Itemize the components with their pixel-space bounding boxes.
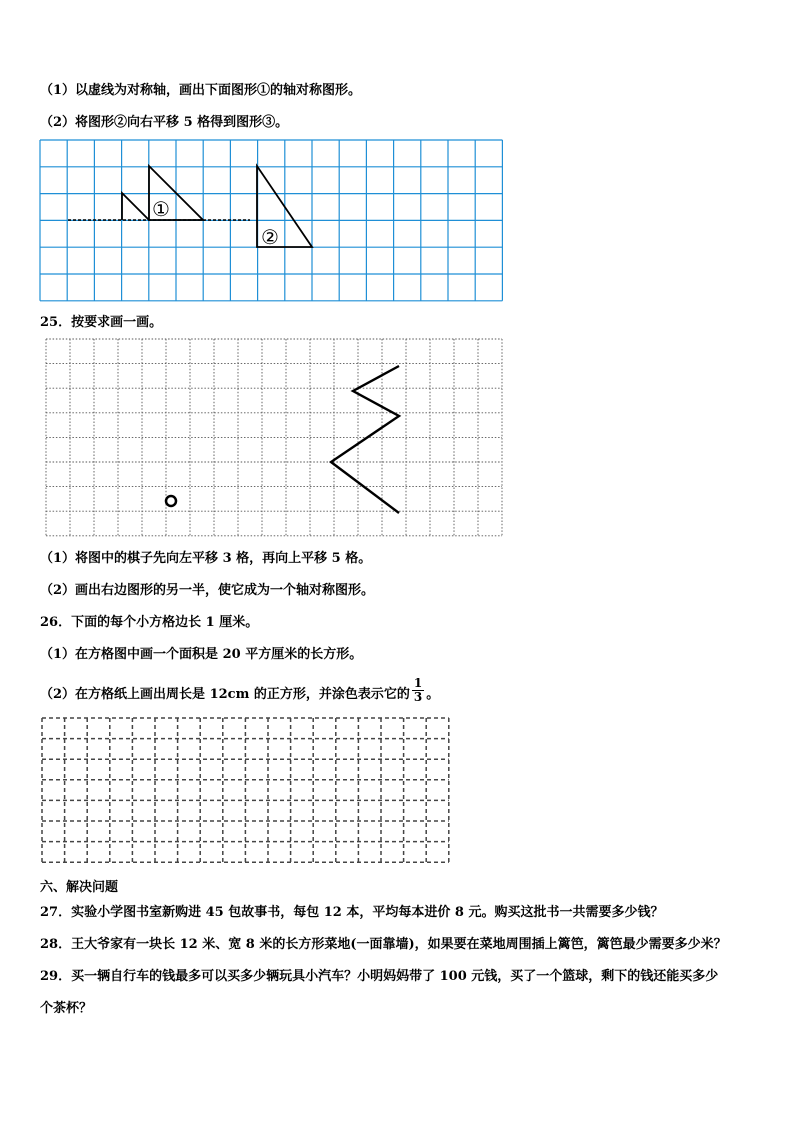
- area-grid: [42, 718, 454, 866]
- q24-part1: （1）以虚线为对称轴，画出下面图形①的轴对称图形。: [40, 83, 362, 98]
- q25-part2: （2）画出右边图形的另一半，使它成为一个轴对称图形。: [40, 583, 375, 598]
- q28: 28．王大爷家有一块长 12 米、宽 8 米的长方形菜地(一面靠墙)，如果要在菜地周围插上篱笆，篱笆最少需要多少米？: [40, 937, 727, 952]
- section6-title: 六、解决问题: [40, 880, 119, 895]
- q24-part2: （2）将图形②向右平移 5 格得到图形③。: [40, 115, 289, 130]
- q26-title: 26．下面的每个小方格边长 1 厘米。: [40, 615, 259, 630]
- q26-part1: （1）在方格图中画一个面积是 20 平方厘米的长方形。: [40, 647, 363, 662]
- figure-2-label: ②: [261, 225, 279, 249]
- chess-piece: [166, 496, 176, 506]
- translation-grid: [46, 339, 502, 537]
- q26-part2: （2）在方格纸上画出周长是 12cm 的正方形，并涂色表示它的 $\frac{1}{3}$ 。: [40, 676, 440, 704]
- q26-part2-text: （2）在方格纸上画出周长是 12cm 的正方形，并涂色表示它的: [40, 687, 410, 702]
- q29-line1: 29．买一辆自行车的钱最多可以买多少辆玩具小汽车？小明妈妈带了 100 元钱，买了一个篮球，剩下的钱还能买多少: [40, 969, 719, 984]
- q27: 27．实验小学图书室新购进 45 包故事书，每包 12 本，平均每本进价 8 元。购买这批书一共需要多少钱？: [40, 905, 664, 920]
- q25-title: 25．按要求画一画。: [40, 315, 163, 330]
- q25-part1: （1）将图中的棋子先向左平移 3 格，再向上平移 5 格。: [40, 551, 372, 566]
- fraction-one-third: $\frac{1}{3}$: [413, 676, 423, 704]
- symmetry-grid: [40, 140, 506, 302]
- q29-line2: 个茶杯？: [40, 1001, 93, 1016]
- half-figure-zigzag: [331, 366, 399, 513]
- figure-1-small-triangle: [122, 193, 149, 220]
- figure-1-label: ①: [152, 197, 170, 221]
